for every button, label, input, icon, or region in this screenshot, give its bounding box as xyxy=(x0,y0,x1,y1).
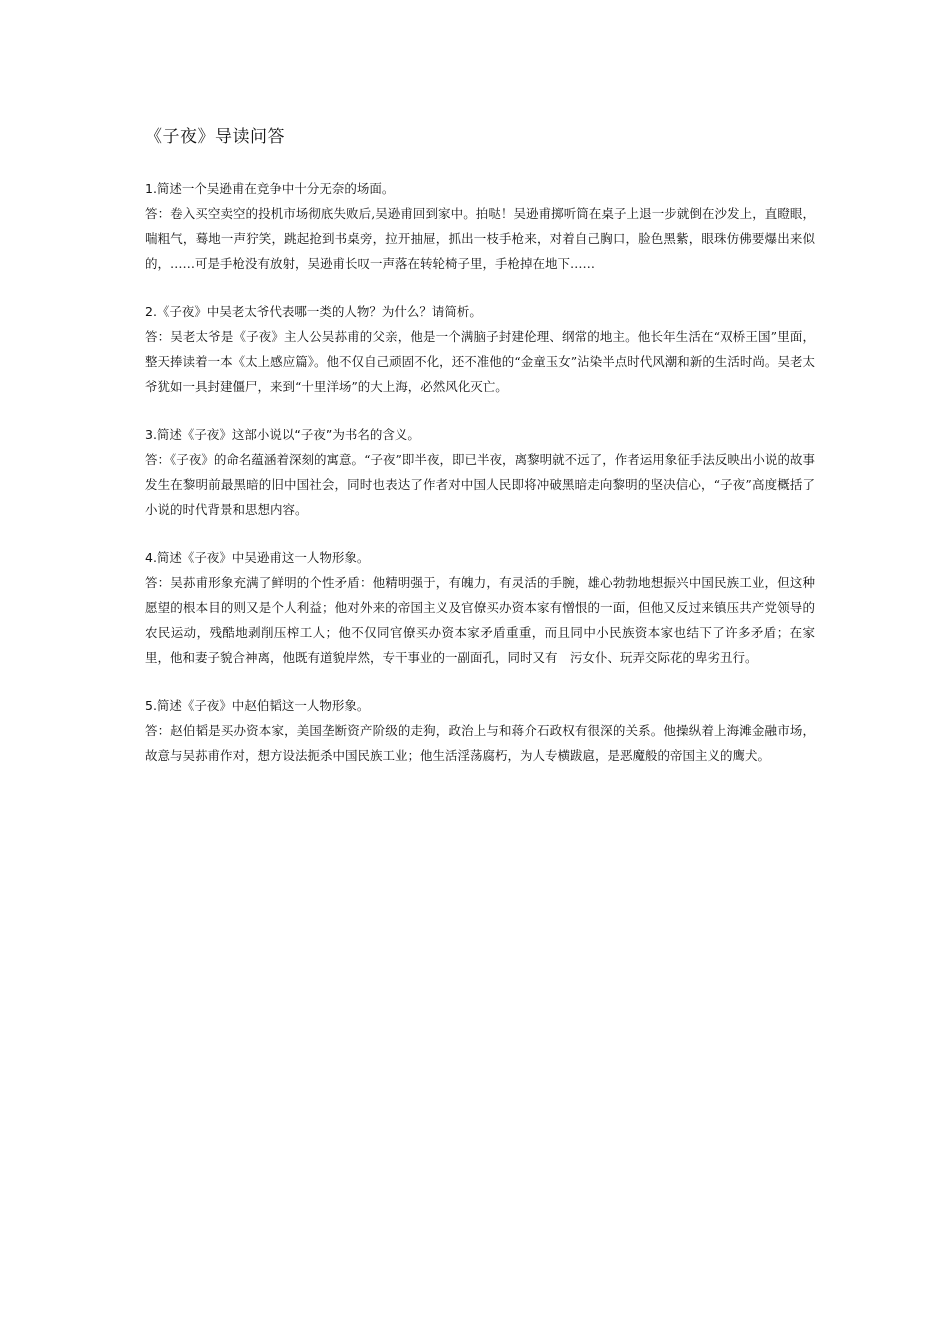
document-page xyxy=(145,122,815,791)
qa-item-4 xyxy=(145,545,815,670)
document-title: 《子夜》导读问答 xyxy=(145,127,285,147)
question-4: 4.简述《子夜》中吴逊甫这一人物形象。 xyxy=(145,550,370,565)
qa-item-1 xyxy=(145,176,815,276)
answer-3: 答：《子夜》的命名蕴涵着深刻的寓意。“子夜”即半夜，即已半夜，离黎明就不远了，作者运用象征手法反映出小说的故事发生在黎明前最黑暗的旧中国社会，同时也表达了作者对中国人民即将冲破黑暗走向黎明的坚决信心，“子夜”高度概括了小说的时代背景和思想内容。 xyxy=(145,452,815,517)
qa-item-2 xyxy=(145,299,815,399)
qa-item-5 xyxy=(145,693,815,768)
answer-4: 答：吴荪甫形象充满了鲜明的个性矛盾：他精明强于，有魄力，有灵活的手腕，雄心勃勃地想振兴中国民族工业，但这种愿望的根本目的则又是个人利益；他对外来的帝国主义及官僚买办资本家有憎恨的一面，但他又反过来镇压共产党领导的农民运动，残酷地剥削压榨工人；他不仅同官僚买办资本家矛盾重重，而且同中小民族资本家也结下了许多矛盾；在家里，他和妻子貌合神离，他既有道貌岸然，专干事业的一副面孔，同时又有 污女仆、玩弄交际花的卑劣丑行。 xyxy=(145,575,815,665)
question-3: 3.简述《子夜》这部小说以“子夜”为书名的含义。 xyxy=(145,427,420,442)
question-2: 2.《子夜》中吴老太爷代表哪一类的人物？为什么？请简析。 xyxy=(145,304,482,319)
qa-item-3 xyxy=(145,422,815,522)
question-1: 1.简述一个吴逊甫在竞争中十分无奈的场面。 xyxy=(145,181,395,196)
question-5: 5.简述《子夜》中赵伯韬这一人物形象。 xyxy=(145,698,370,713)
answer-5: 答：赵伯韬是买办资本家，美国垄断资产阶级的走狗，政治上与和蒋介石政权有很深的关系。他操纵着上海滩金融市场，故意与吴荪甫作对，想方设法扼杀中国民族工业；他生活淫荡腐朽，为人专横跋扈，是恶魔般的帝国主义的鹰犬。 xyxy=(145,723,815,763)
answer-1: 答：卷入买空卖空的投机市场彻底失败后,吴逊甫回到家中。拍哒！吴逊甫掷听筒在桌子上退一步就倒在沙发上，直瞪眼，喘粗气，蓦地一声狞笑，跳起抢到书桌旁，拉开抽屉，抓出一枝手枪来，对着自己胸口，脸色黑紫，眼珠仿佛要爆出来似的，……可是手枪没有放射，吴逊甫长叹一声落在转轮椅子里，手枪掉在地下…… xyxy=(145,206,815,271)
answer-2: 答：吴老太爷是《子夜》主人公吴荪甫的父亲，他是一个满脑子封建伦理、纲常的地主。他长年生活在“双桥王国”里面，整天捧读着一本《太上感应篇》。他不仅自己顽固不化，还不准他的“金童玉女”沾染半点时代风潮和新的生活时尚。吴老太爷犹如一具封建僵尸，来到“十里洋场”的大上海，必然风化灭亡。 xyxy=(145,329,815,394)
